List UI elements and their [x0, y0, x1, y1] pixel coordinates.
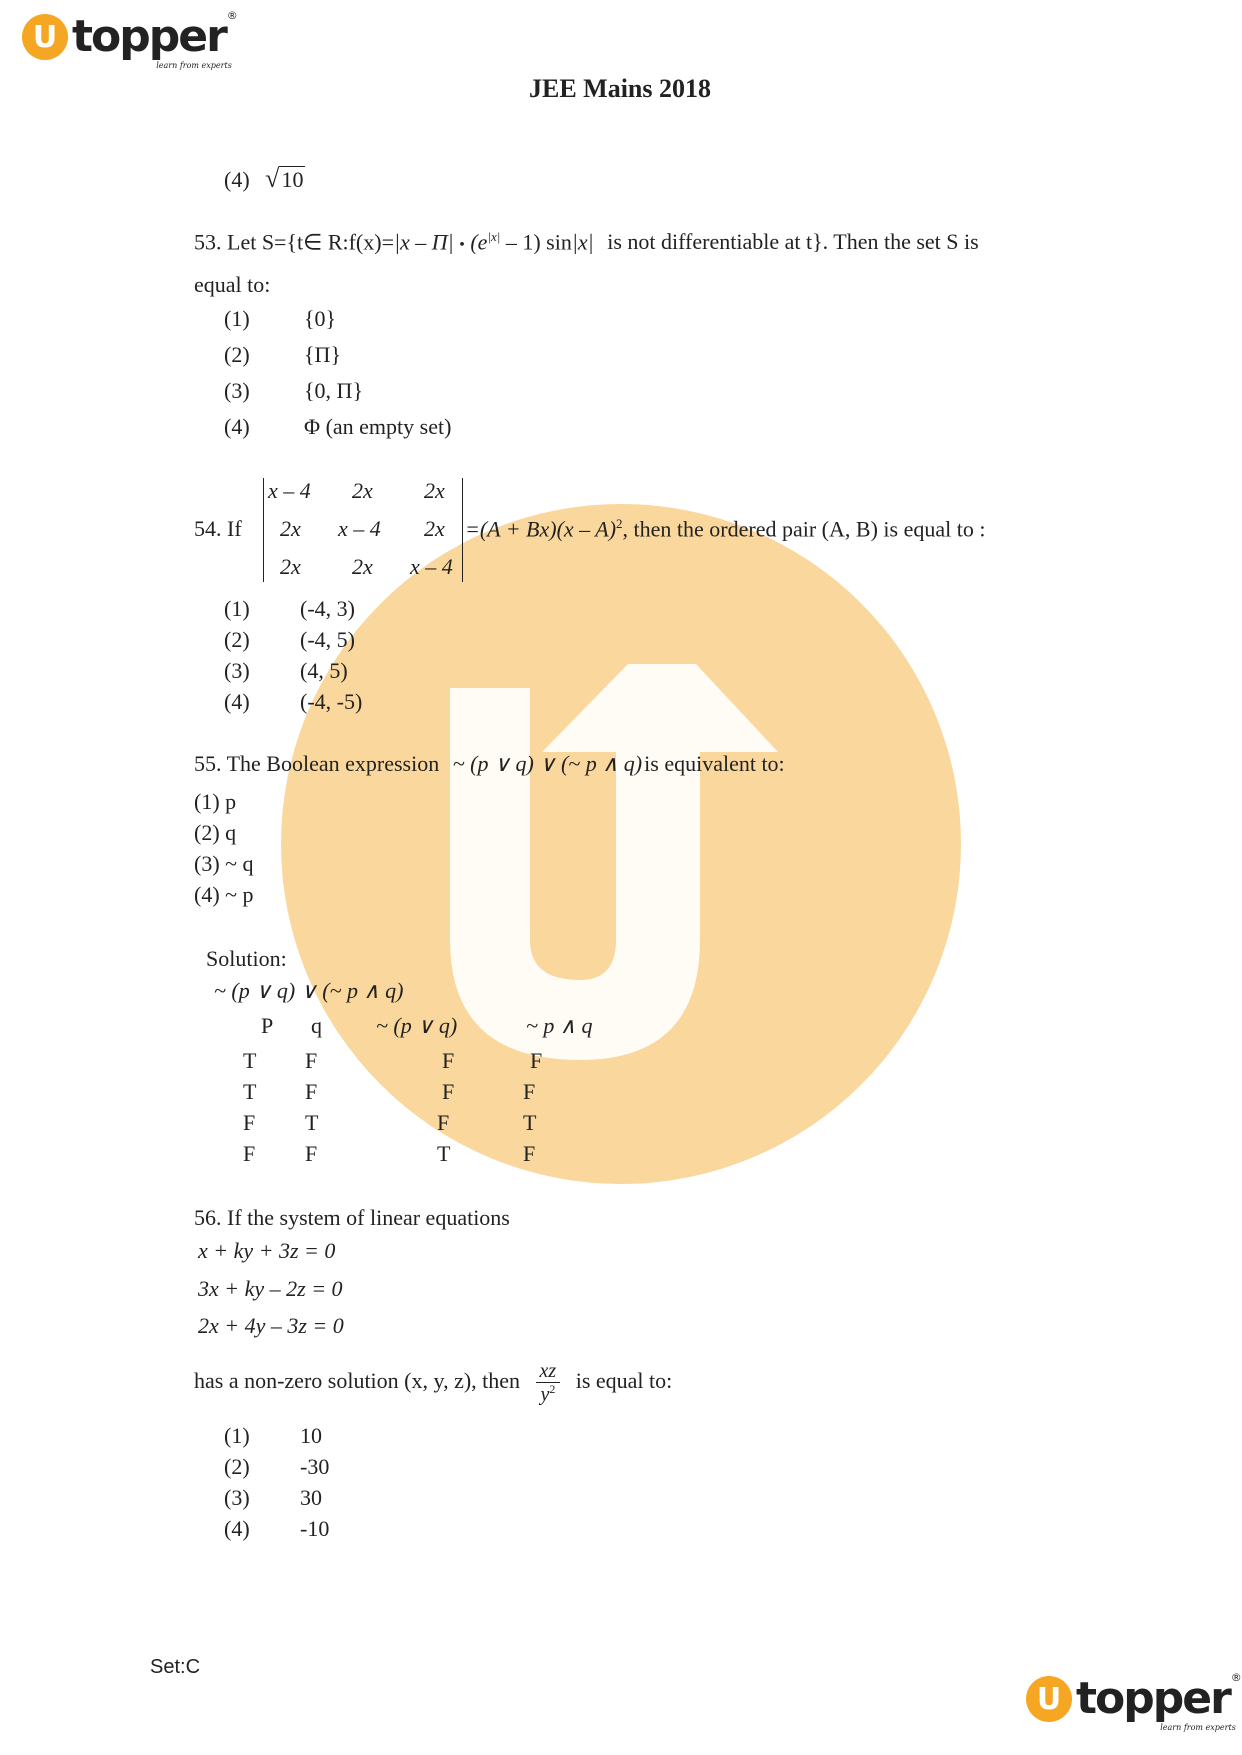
matrix-cell: x – 4 — [410, 554, 453, 579]
q56-option-4: (4) -10 — [224, 1516, 330, 1541]
matrix-cell: 2x — [424, 478, 445, 503]
matrix-cell: 2x — [352, 478, 373, 503]
truth-cell: T — [305, 1110, 319, 1135]
q53-exponent: |x| — [487, 229, 501, 244]
q56-condition — [194, 1360, 672, 1406]
q53-number: 53. — [194, 229, 222, 255]
fraction-denominator: $y^2$ — [540, 1382, 556, 1406]
solution-label: Solution: — [206, 946, 287, 971]
set-label: Set:C — [150, 1656, 201, 1678]
truth-header-not-p-or-q: ~ (p ∨ q) — [376, 1013, 458, 1038]
q56-equation-3: 2x + 4y – 3z = 0 — [198, 1313, 344, 1338]
q56-lead: 56. If the system of linear equations — [194, 1205, 510, 1230]
q53-option-4: (4) Φ (an empty set) — [224, 414, 452, 439]
q55-tail: is equivalent to: — [644, 751, 785, 776]
q55-option-1: (1) p — [194, 789, 237, 814]
truth-header-p: P — [261, 1013, 274, 1038]
truth-cell: F — [530, 1048, 543, 1073]
q55-expression: ~ (p ∨ q) ∨ (~ p ∧ q) — [452, 751, 643, 776]
q52-option-4 — [224, 164, 305, 194]
topper-logo-icon: U — [1026, 1676, 1072, 1722]
q56-condition-lead: has a non-zero solution (x, y, z), then — [194, 1367, 521, 1393]
truth-cell: F — [437, 1110, 450, 1135]
q55-option-2: (2) q — [194, 820, 237, 845]
sqrt-value: 10 — [281, 167, 304, 192]
truth-cell: T — [437, 1141, 451, 1166]
truth-header-q: q — [311, 1013, 322, 1038]
q54-rhs — [465, 516, 985, 542]
q53-lead: Let S={t — [227, 229, 304, 255]
q56-option-3: (3) 30 — [224, 1485, 322, 1510]
topper-logo — [22, 9, 238, 70]
matrix-cell: 2x — [352, 554, 373, 579]
logo-tagline: learn from experts — [1160, 1723, 1236, 1732]
q53-option-3: (3) {0, Π} — [224, 378, 364, 403]
q54-option-1: (1) (-4, 3) — [224, 596, 355, 621]
truth-cell: F — [243, 1141, 256, 1166]
q54-lead: 54. If — [194, 516, 242, 541]
truth-cell: F — [523, 1079, 536, 1104]
matrix-cell: x – 4 — [268, 478, 311, 503]
truth-cell: T — [243, 1079, 257, 1104]
topper-watermark-u-arrow-icon — [440, 640, 820, 1200]
matrix-cell: x – 4 — [338, 516, 381, 541]
q55-lead: 55. The Boolean expression — [194, 751, 440, 776]
q56-condition-tail: is equal to: — [575, 1367, 673, 1393]
q55-option-4: (4) ~ p — [194, 882, 254, 907]
truth-cell: F — [305, 1141, 318, 1166]
truth-cell: T — [523, 1110, 537, 1135]
q53-abs-x: |x| — [571, 229, 594, 255]
q56-equation-2: 3x + ky – 2z = 0 — [198, 1276, 343, 1301]
q54-option-2: (2) (-4, 5) — [224, 627, 355, 652]
q54-rhs-expr: =(A + Bx)(x – A) — [465, 516, 617, 542]
q53-abs-term: |x – Π| — [393, 229, 454, 255]
xz-over-y2-fraction — [536, 1360, 561, 1406]
truth-cell: F — [305, 1048, 318, 1073]
q53-r-part: R:f(x)= — [327, 229, 394, 255]
q55-option-3: (3) ~ q — [194, 851, 254, 876]
q54-option-4: (4) (-4, -5) — [224, 689, 363, 714]
page-title: JEE Mains 2018 — [528, 74, 712, 103]
q56-option-1: (1) 10 — [224, 1423, 322, 1448]
q53-sin-part: – 1) sin — [500, 229, 572, 255]
bullet-operator: • — [459, 236, 465, 254]
q56-equation-1: x + ky + 3z = 0 — [198, 1238, 336, 1263]
matrix-cell: 2x — [280, 516, 301, 541]
q53-option-1: (1) {0} — [224, 306, 337, 331]
q56-option-2: (2) -30 — [224, 1454, 330, 1479]
q53-exp-open: (e — [470, 229, 488, 255]
element-of-symbol: ∈ — [303, 229, 323, 255]
truth-cell: F — [243, 1110, 256, 1135]
q53-tail-line2: equal to: — [194, 272, 271, 297]
solution-expression: ~ (p ∨ q) ∨ (~ p ∧ q) — [214, 978, 404, 1003]
sqrt-symbol: √ — [265, 164, 280, 193]
q55-statement — [194, 751, 785, 777]
truth-cell: F — [523, 1141, 536, 1166]
q53-option-2: (2) {Π} — [224, 342, 342, 367]
topper-logo-text: topper — [72, 11, 226, 62]
option-number: (4) — [224, 167, 250, 192]
topper-logo-text: topper — [1076, 1673, 1230, 1724]
q54-rhs-exponent: 2 — [616, 516, 623, 531]
q53-tail: is not differentiable at t}. Then the set S is — [607, 229, 979, 255]
truth-header-not-p-and-q: ~ p ∧ q — [526, 1013, 593, 1038]
topper-footer-logo — [1026, 1671, 1242, 1732]
q54-option-3: (3) (4, 5) — [224, 658, 348, 683]
truth-cell: F — [442, 1079, 455, 1104]
registered-mark: ® — [226, 9, 238, 22]
truth-cell: F — [442, 1048, 455, 1073]
fraction-numerator: xz — [536, 1360, 561, 1383]
truth-cell: T — [243, 1048, 257, 1073]
logo-tagline: learn from experts — [156, 61, 232, 70]
registered-mark: ® — [1230, 1671, 1242, 1684]
topper-logo-icon: U — [22, 14, 68, 60]
q54-determinant — [263, 478, 463, 582]
matrix-cell: 2x — [424, 516, 445, 541]
truth-cell: F — [305, 1079, 318, 1104]
q54-tail: , then the ordered pair (A, B) is equal to : — [622, 516, 986, 542]
matrix-cell: 2x — [280, 554, 301, 579]
q53-statement — [194, 229, 979, 255]
